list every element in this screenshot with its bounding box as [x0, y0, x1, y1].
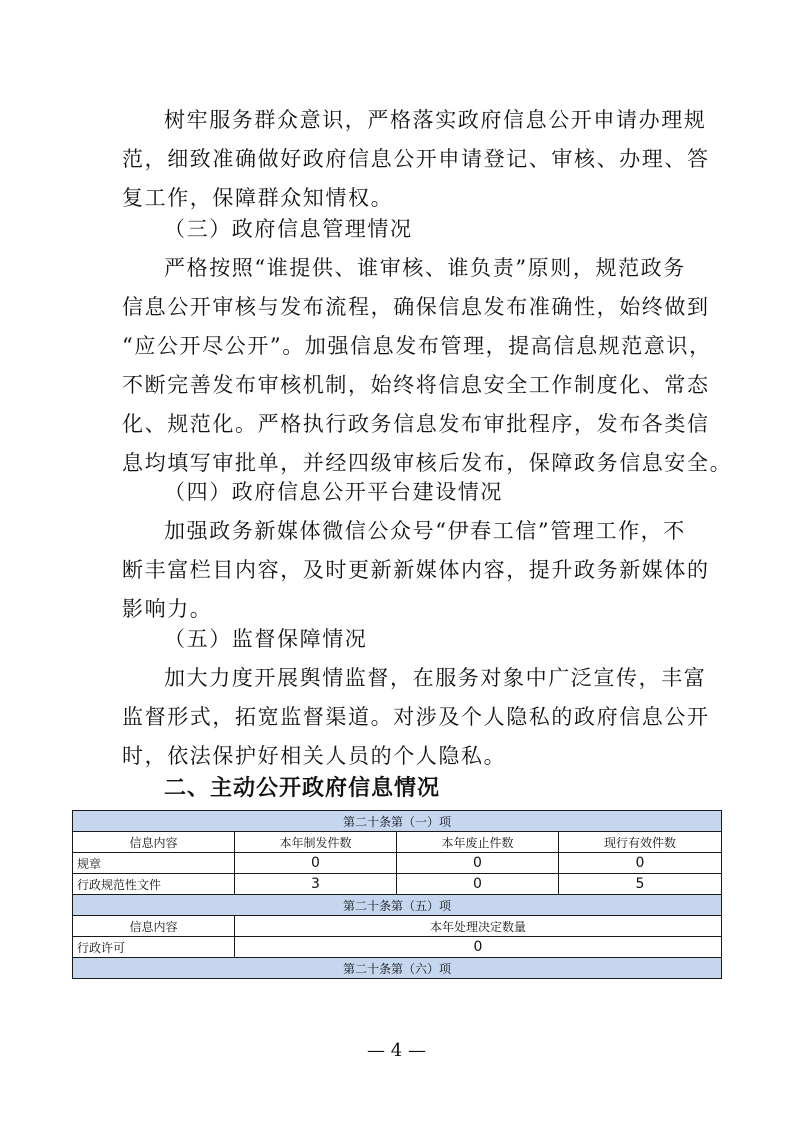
- table-row: [73, 937, 722, 958]
- text-line: 不断完善发布审核机制，始终将信息安全工作制度化、常态: [122, 373, 710, 397]
- text-line: 监督形式，拓宽监督渠道。对涉及个人隐私的政府信息公开: [122, 705, 710, 729]
- table-band-row: [73, 958, 722, 979]
- text-line: 息均填写审批单，并经四级审核后发布，保障政务信息安全。: [122, 451, 733, 475]
- band-article-20-6: 第二十条第（六）项: [73, 958, 722, 979]
- text-line: 断丰富栏目内容，及时更新新媒体内容，提升政务新媒体的: [122, 558, 710, 582]
- cell-value: 0: [235, 853, 397, 874]
- cell-value: 5: [559, 874, 722, 895]
- header-cell: 本年废止件数: [397, 832, 559, 853]
- row-label: 行政许可: [73, 937, 235, 958]
- text-line: 加强政务新媒体微信公众号“伊春工信”管理工作，不: [164, 519, 686, 543]
- subheading-supervision: （五）监督保障情况: [164, 627, 368, 651]
- cell-value: 0: [235, 937, 722, 958]
- table-row: [73, 874, 722, 895]
- text-line: 加大力度开展舆情监督，在服务对象中广泛宣传，丰富: [164, 666, 707, 690]
- table-row: [73, 853, 722, 874]
- paragraph-service-awareness: [122, 101, 710, 218]
- disclosure-table: [72, 810, 722, 979]
- text-line: 影响力。: [122, 597, 213, 621]
- table-header-row: [73, 916, 722, 937]
- header-cell: 信息内容: [73, 916, 235, 937]
- text-line: 严格按照“谁提供、谁审核、谁负责”原则，规范政务: [164, 256, 686, 280]
- table-band-row: [73, 895, 722, 916]
- text-line: 复工作，保障群众知情权。: [122, 186, 394, 210]
- text-line: “应公开尽公开”。加强信息发布管理，提高信息规范意识，: [122, 334, 712, 358]
- header-cell: 现行有效件数: [559, 832, 722, 853]
- cell-value: 0: [397, 874, 559, 895]
- text-line: 信息公开审核与发布流程，确保信息发布准确性，始终做到: [122, 295, 710, 319]
- subheading-platform-construction: （四）政府信息公开平台建设情况: [164, 480, 503, 504]
- table-band-row: [73, 811, 722, 832]
- header-cell: 本年制发件数: [235, 832, 397, 853]
- section-heading-proactive-disclosure: 二、主动公开政府信息情况: [164, 776, 441, 801]
- text-line: 树牢服务群众意识，严格落实政府信息公开申请办理规: [164, 108, 707, 132]
- table-header-row: [73, 832, 722, 853]
- band-article-20-1: 第二十条第（一）项: [73, 811, 722, 832]
- paragraph-info-management: [122, 249, 733, 483]
- paragraph-platform-construction: [122, 512, 710, 629]
- text-line: 时，依法保护好相关人员的个人隐私。: [122, 744, 507, 768]
- cell-value: 0: [397, 853, 559, 874]
- cell-value: 3: [235, 874, 397, 895]
- cell-value: 0: [559, 853, 722, 874]
- row-label: 行政规范性文件: [73, 874, 235, 895]
- text-line: 范，细致准确做好政府信息公开申请登记、审核、办理、答: [122, 147, 710, 171]
- subheading-info-management: （三）政府信息管理情况: [164, 217, 413, 241]
- paragraph-supervision: [122, 659, 710, 776]
- header-cell: 信息内容: [73, 832, 235, 853]
- text-line: 化、规范化。严格执行政务信息发布审批程序，发布各类信: [122, 412, 710, 436]
- band-article-20-5: 第二十条第（五）项: [73, 895, 722, 916]
- row-label: 规章: [73, 853, 235, 874]
- page-number: — 4 —: [367, 1040, 426, 1061]
- header-cell: 本年处理决定数量: [235, 916, 722, 937]
